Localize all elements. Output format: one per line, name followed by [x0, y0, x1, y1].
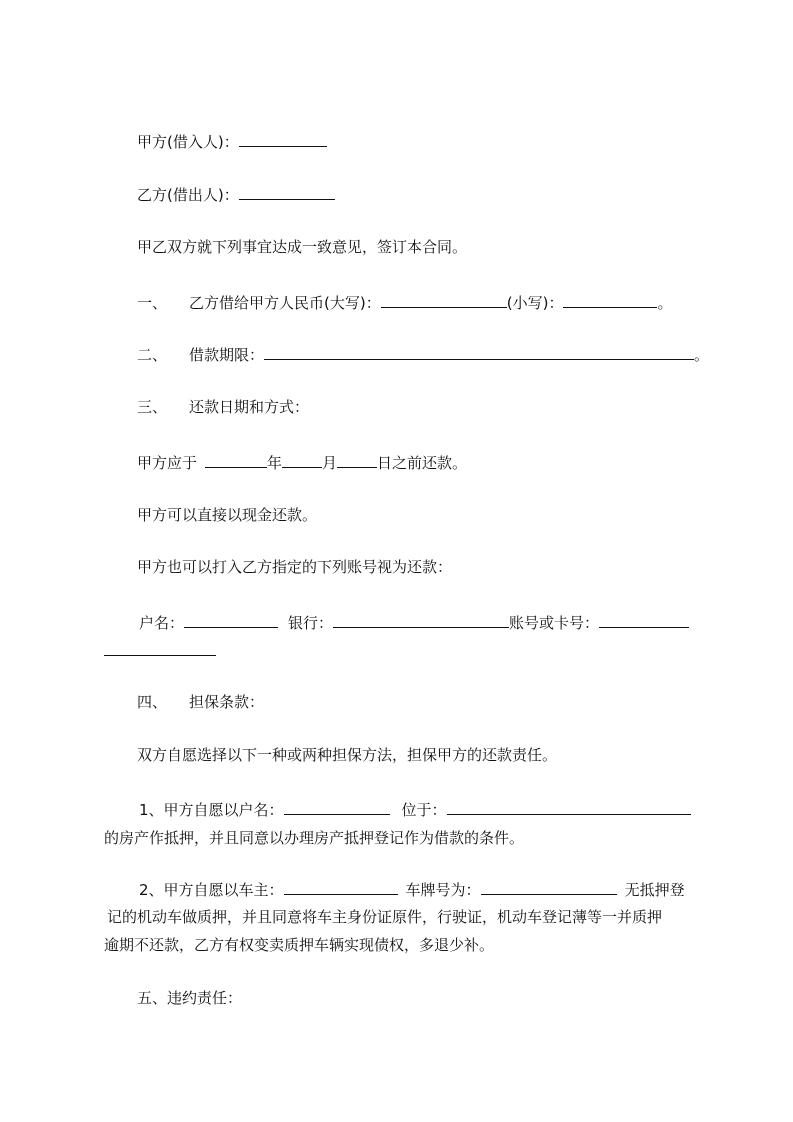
repay-month-field[interactable]: [282, 452, 322, 468]
party-a-line: [137, 131, 327, 152]
month-label: 月: [322, 454, 338, 472]
year-label: 年: [267, 454, 283, 472]
account-line: [139, 612, 689, 633]
g1-start: 1、甲方自愿以户名：: [139, 801, 284, 819]
g2-plate-label: 车牌号为：: [405, 881, 481, 899]
transfer-text: 甲方也可以打入乙方指定的下列账号视为还款：: [137, 558, 453, 576]
g1-location-field[interactable]: [447, 799, 691, 815]
party-a-label: 甲方(借入人)：: [137, 133, 239, 151]
item3-text: 还款日期和方式：: [189, 398, 310, 416]
item2-end: 。: [694, 346, 710, 364]
account-line-cont: [104, 640, 216, 661]
account-no-field-cont[interactable]: [104, 640, 216, 656]
g2-start: 2、甲方自愿以车主：: [139, 881, 284, 899]
loan-term-field[interactable]: [264, 344, 694, 360]
cash-text: 甲方可以直接以现金还款。: [137, 506, 318, 524]
g2-plate-field[interactable]: [481, 879, 617, 895]
item2-number: 二、: [137, 346, 168, 364]
repay-day-field[interactable]: [337, 452, 377, 468]
item5-heading: 五、违约责任：: [137, 989, 243, 1007]
g2-unpledged: 无抵押登: [624, 881, 685, 899]
item1-number: 一、: [137, 294, 168, 312]
guarantee-intro: 双方自愿选择以下一种或两种担保方法，担保甲方的还款责任。: [137, 746, 558, 764]
guarantee1-line: [139, 799, 691, 820]
guarantee2-cont2: 逾期不还款，乙方有权变卖质押车辆实现债权，多退少补。: [104, 936, 495, 954]
intro-text: 甲乙双方就下列事宜达成一致意见，签订本合同。: [137, 238, 468, 256]
g1-owner-field[interactable]: [284, 799, 390, 815]
account-name-field[interactable]: [184, 612, 278, 628]
item1-text: 乙方借给甲方人民币(大写)：: [189, 294, 381, 312]
party-b-field[interactable]: [239, 184, 335, 200]
item4-text: 担保条款：: [189, 693, 265, 711]
item1-end: 。: [657, 294, 673, 312]
item2-line: [137, 344, 709, 365]
party-b-label: 乙方(借出人)：: [137, 186, 239, 204]
guarantee2-line: [139, 879, 685, 900]
guarantee2-cont1: 记的机动车做质押，并且同意将车主身份证原件，行驶证，机动车登记薄等一并质押: [107, 908, 663, 926]
guarantee1-cont: 的房产作抵押，并且同意以办理房产抵押登记作为借款的条件。: [104, 829, 525, 847]
repay-year-field[interactable]: [205, 452, 267, 468]
item4-number: 四、: [137, 693, 168, 711]
party-b-line: [137, 184, 335, 205]
amount-capital-field[interactable]: [381, 292, 507, 308]
account-name-label: 户名：: [139, 614, 185, 632]
bank-label: 银行：: [288, 614, 334, 632]
item4-line: [137, 692, 264, 712]
account-no-field[interactable]: [599, 612, 689, 628]
g1-located-label: 位于：: [401, 801, 447, 819]
item2-text: 借款期限：: [189, 346, 265, 364]
item3-line: [137, 397, 309, 417]
account-no-label: 账号或卡号：: [509, 614, 600, 632]
bank-field[interactable]: [333, 612, 509, 628]
item1-line: [137, 292, 672, 313]
day-before-label: 日之前还款。: [377, 454, 468, 472]
item1-small-label: (小写)：: [506, 294, 564, 312]
amount-number-field[interactable]: [563, 292, 657, 308]
g2-owner-field[interactable]: [284, 879, 398, 895]
repay-date-line: [137, 452, 467, 473]
party-a-field[interactable]: [239, 131, 327, 147]
repay-prefix: 甲方应于: [137, 454, 198, 472]
item3-number: 三、: [137, 398, 168, 416]
